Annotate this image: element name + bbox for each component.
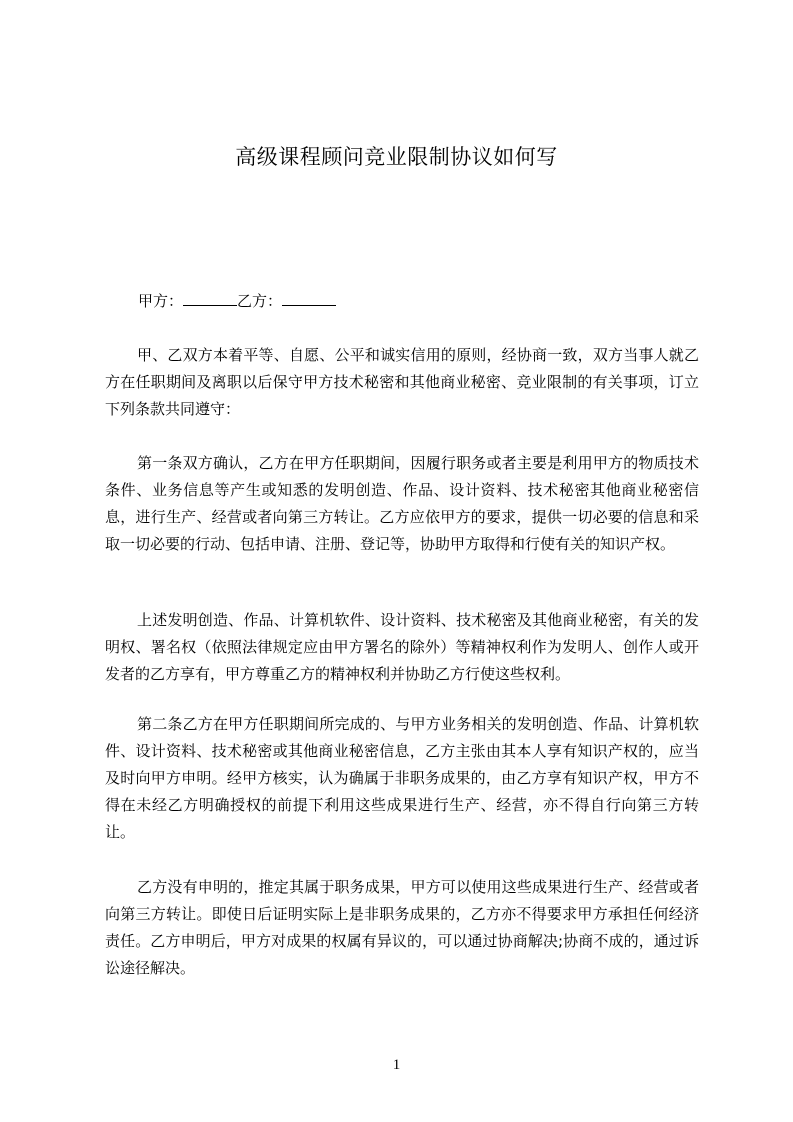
- paragraph-moral-rights: 上述发明创造、作品、计算机软件、设计资料、技术秘密及其他商业秘密，有关的发明权、署名权（依照法律规定应由甲方署名的除外）等精神权利作为发明人、创作人或开发者的乙方享有，甲方尊重乙方的精神权利并协助乙方行使这些权利。: [105, 611, 699, 683]
- document-title: 高级课程顾问竞业限制协议如何写: [235, 145, 558, 169]
- paragraph-article-1: 第一条双方确认，乙方在甲方任职期间，因履行职务或者主要是利用甲方的物质技术条件、业务信息等产生或知悉的发明创造、作品、设计资料、技术秘密其他商业秘密信息，进行生产、经营或者向第三方转让。乙方应依甲方的要求，提供一切必要的信息和采取一切必要的行动、包括申请、注册、登记等，协助甲方取得和行使有关的知识产权。: [105, 454, 699, 553]
- party-a-label: 甲方：: [138, 292, 184, 310]
- party-a-blank: [183, 290, 237, 306]
- page-number: 1: [392, 1057, 401, 1073]
- party-b-blank: [282, 290, 336, 306]
- paragraph-article-2: 第二条乙方在甲方任职期间所完成的、与甲方业务相关的发明创造、作品、计算机软件、设计资料、技术秘密或其他商业秘密信息，乙方主张由其本人享有知识产权的，应当及时向甲方申明。经甲方核实，认为确属于非职务成果的，由乙方享有知识产权，甲方不得在未经乙方明确授权的前提下利用这些成果进行生产、经营，亦不得自行向第三方转让。: [105, 715, 699, 841]
- party-b-label: 乙方：: [237, 292, 283, 310]
- paragraph-preamble: 甲、乙双方本着平等、自愿、公平和诚实信用的原则，经协商一致，双方当事人就乙方在任职期间及离职以后保守甲方技术秘密和其他商业秘密、竞业限制的有关事项，订立下列条款共同遵守：: [105, 346, 699, 418]
- parties-line: [138, 290, 336, 312]
- paragraph-undeclared-results: 乙方没有申明的，推定其属于职务成果，甲方可以使用这些成果进行生产、经营或者向第三方转让。即使日后证明实际上是非职务成果的，乙方亦不得要求甲方承担任何经济责任。乙方申明后，甲方对成果的权属有异议的，可以通过协商解决;协商不成的，通过诉讼途径解决。: [105, 878, 699, 977]
